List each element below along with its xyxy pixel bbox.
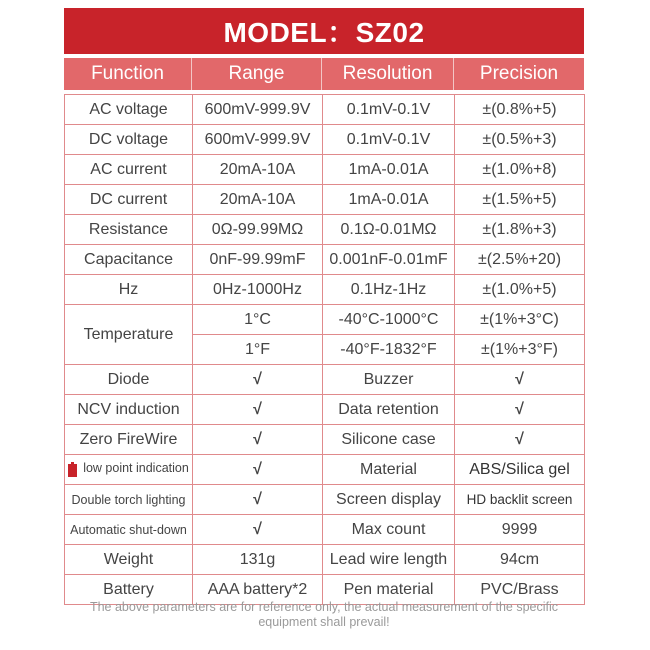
- resolution-cell: 0.1Hz-1Hz: [323, 275, 455, 305]
- precision-cell: ±(0.8%+5): [455, 95, 585, 125]
- table-row: [65, 485, 585, 515]
- table-row: [65, 515, 585, 545]
- table-row: [65, 155, 585, 185]
- model-title: MODEL：SZ02: [64, 8, 584, 54]
- table-row: [65, 185, 585, 215]
- spec-sheet: [64, 8, 584, 605]
- check-mark: √: [193, 485, 323, 515]
- feature-cell: Material: [323, 455, 455, 485]
- feature-cell: Data retention: [323, 395, 455, 425]
- precision-cell: ±(1.0%+8): [455, 155, 585, 185]
- resolution-cell: 0.001nF-0.01mF: [323, 245, 455, 275]
- range-cell: 600mV-999.9V: [193, 125, 323, 155]
- precision-cell: ±(0.5%+3): [455, 125, 585, 155]
- range-cell: 1°F: [193, 335, 323, 365]
- range-cell: 20mA-10A: [193, 185, 323, 215]
- lead-value: 94cm: [455, 545, 585, 575]
- precision-cell: ±(1%+3°C): [455, 305, 585, 335]
- table-row: [65, 455, 585, 485]
- function-cell: AC current: [65, 155, 193, 185]
- feature-cell: Screen display: [323, 485, 455, 515]
- function-cell: Battery: [65, 575, 193, 605]
- check-mark: √: [455, 425, 585, 455]
- function-cell: Diode: [65, 365, 193, 395]
- check-mark: √: [455, 395, 585, 425]
- function-cell: Resistance: [65, 215, 193, 245]
- precision-cell: ±(1.8%+3): [455, 215, 585, 245]
- check-mark: √: [193, 515, 323, 545]
- check-mark: √: [193, 455, 323, 485]
- spec-table: [64, 94, 585, 605]
- range-cell: 0Hz-1000Hz: [193, 275, 323, 305]
- feature-cell: Max count: [323, 515, 455, 545]
- function-cell: Weight: [65, 545, 193, 575]
- feature-cell: Silicone case: [323, 425, 455, 455]
- resolution-cell: 0.1Ω-0.01MΩ: [323, 215, 455, 245]
- feature-cell: Lead wire length: [323, 545, 455, 575]
- range-cell: 1°C: [193, 305, 323, 335]
- precision-cell: ±(1.5%+5): [455, 185, 585, 215]
- check-mark: √: [193, 425, 323, 455]
- function-cell: Automatic shut-down: [65, 515, 193, 545]
- table-row: [65, 95, 585, 125]
- battery-icon: [68, 464, 77, 477]
- feature-cell: Buzzer: [323, 365, 455, 395]
- precision-cell: ±(1.0%+5): [455, 275, 585, 305]
- resolution-cell: 1mA-0.01A: [323, 155, 455, 185]
- function-cell: Capacitance: [65, 245, 193, 275]
- table-row: [65, 545, 585, 575]
- range-cell: 600mV-999.9V: [193, 95, 323, 125]
- resolution-cell: -40°F-1832°F: [323, 335, 455, 365]
- table-row: [65, 305, 585, 335]
- precision-cell: ±(2.5%+20): [455, 245, 585, 275]
- precision-cell: ±(1%+3°F): [455, 335, 585, 365]
- resolution-cell: 0.1mV-0.1V: [323, 95, 455, 125]
- table-row: [65, 395, 585, 425]
- table-row: [65, 125, 585, 155]
- table-row: [65, 365, 585, 395]
- pen-value: PVC/Brass: [455, 575, 585, 605]
- low-point-label: low point indication: [83, 461, 189, 475]
- header-precision: Precision: [479, 63, 559, 84]
- resolution-cell: 0.1mV-0.1V: [323, 125, 455, 155]
- material-value: ABS/Silica gel: [455, 455, 585, 485]
- resolution-cell: -40°C-1000°C: [323, 305, 455, 335]
- header-function: Function: [64, 58, 192, 90]
- function-cell: Zero FireWire: [65, 425, 193, 455]
- range-cell: 20mA-10A: [193, 155, 323, 185]
- weight-value: 131g: [193, 545, 323, 575]
- function-cell: DC voltage: [65, 125, 193, 155]
- max-count-value: 9999: [455, 515, 585, 545]
- battery-value: AAA battery*2: [193, 575, 323, 605]
- function-cell: NCV induction: [65, 395, 193, 425]
- range-cell: 0nF-99.99mF: [193, 245, 323, 275]
- table-row: [65, 275, 585, 305]
- feature-cell: Pen material: [323, 575, 455, 605]
- check-mark: √: [193, 365, 323, 395]
- header-range: Range: [192, 58, 322, 90]
- range-cell: 0Ω-99.99MΩ: [193, 215, 323, 245]
- table-row: [65, 425, 585, 455]
- header-resolution: Resolution: [322, 58, 454, 90]
- function-cell: Hz: [65, 275, 193, 305]
- check-mark: √: [193, 395, 323, 425]
- temperature-label: Temperature: [65, 305, 193, 365]
- resolution-cell: 1mA-0.01A: [323, 185, 455, 215]
- function-cell: [65, 455, 193, 485]
- footnote: The above parameters are for reference only, the actual measurement of the specific equipment shall prevail!: [89, 600, 559, 629]
- check-mark: √: [455, 365, 585, 395]
- screen-value: HD backlit screen: [455, 485, 585, 515]
- function-cell: Double torch lighting: [65, 485, 193, 515]
- table-row: [65, 245, 585, 275]
- table-header: [64, 58, 584, 90]
- table-row: [65, 215, 585, 245]
- function-cell: DC current: [65, 185, 193, 215]
- function-cell: AC voltage: [65, 95, 193, 125]
